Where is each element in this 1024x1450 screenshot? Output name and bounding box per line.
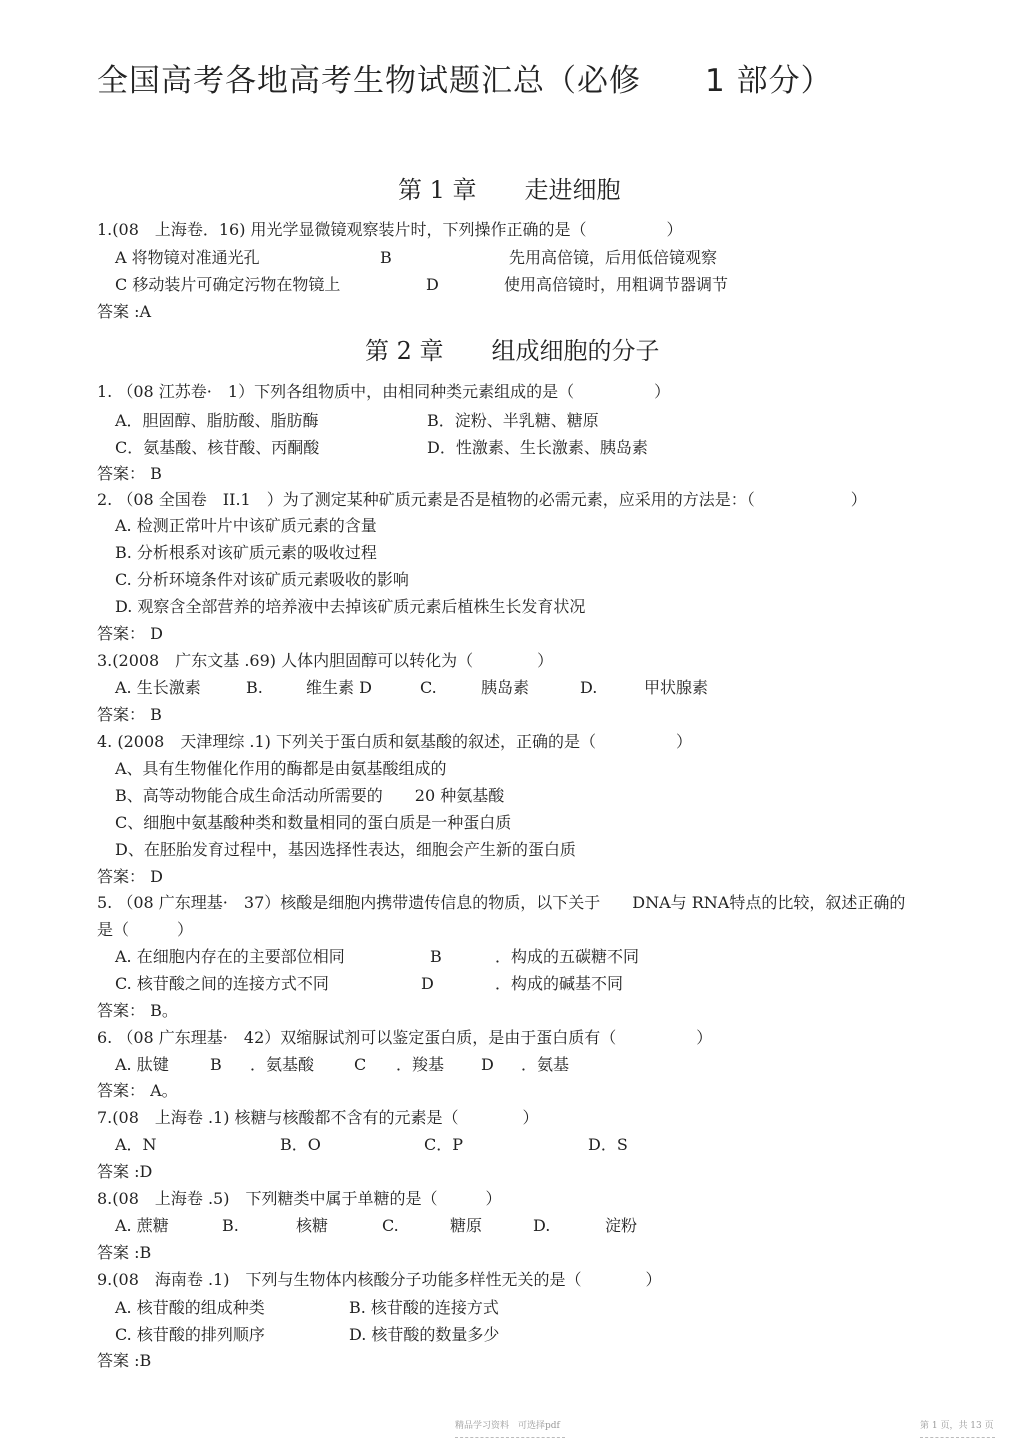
answer: 答案： D <box>97 624 163 643</box>
question-stem: 7.(08 上海卷 .1) 核糖与核酸都不含有的元素是（ ） <box>97 1108 539 1127</box>
question-stem: 8.(08 上海卷 .5) 下列糖类中属于单糖的是（ ） <box>97 1189 502 1208</box>
option-d-letter: D <box>421 974 434 993</box>
question-stem: 1.(08 上海卷．16) 用光学显微镜观察装片时，下列操作正确的是（ ） <box>97 220 683 239</box>
option-d: 甲状腺素 <box>644 678 709 697</box>
option-b-letter: B. <box>222 1216 239 1235</box>
option-c: C. 分析环境条件对该矿质元素吸收的影响 <box>115 570 409 589</box>
option-c: ．羧基 <box>396 1055 445 1074</box>
option-a: A．N <box>115 1135 157 1154</box>
question-stem: 3.(2008 广东文基 .69) 人体内胆固醇可以转化为（ ） <box>97 651 554 670</box>
footer-left-divider <box>455 1437 565 1438</box>
option-c: 胰岛素 <box>481 678 530 697</box>
option-d: ．构成的碱基不同 <box>495 974 624 993</box>
option-a: A. 肽键 <box>115 1055 169 1074</box>
option-d: ．氨基 <box>521 1055 570 1074</box>
question-stem: 9.(08 海南卷 .1) 下列与生物体内核酸分子功能多样性无关的是（ ） <box>97 1270 662 1289</box>
question-stem: 5. （08 广东理基· 37）核酸是细胞内携带遗传信息的物质，以下关于 DNA与 RNA特点的比较，叙述正确的 <box>97 893 906 912</box>
option-b-letter: B <box>430 947 442 966</box>
answer: 答案： A。 <box>97 1081 178 1100</box>
question-stem: 4. (2008 天津理综 .1) 下列关于蛋白质和氨基酸的叙述，正确的是（ ） <box>97 732 692 751</box>
option-d-letter: D <box>481 1055 494 1074</box>
answer: 答案 :B <box>97 1351 152 1370</box>
option-c: C. 核苷酸之间的连接方式不同 <box>115 974 329 993</box>
option-b-letter: B. <box>246 678 263 697</box>
option-c: C 移动装片可确定污物在物镜上 <box>115 275 341 294</box>
question-stem: 6. （08 广东理基· 42）双缩脲试剂可以鉴定蛋白质，是由于蛋白质有（ ） <box>97 1028 713 1047</box>
page-title: 全国高考各地高考生物试题汇总（必修 1 部分） <box>97 63 833 99</box>
footer-left-text: 精品学习资料 可选择pdf <box>455 1421 560 1431</box>
question-stem-continued: 是（ ） <box>97 920 194 939</box>
option-a: A. 生长激素 <box>115 678 201 697</box>
answer: 答案 :B <box>97 1243 152 1262</box>
option-d-letter: D <box>426 275 439 294</box>
option-d-letter: D. <box>580 678 598 697</box>
option-c-letter: C. <box>420 678 437 697</box>
option-c-letter: C <box>354 1055 367 1074</box>
option-b-letter: B <box>210 1055 222 1074</box>
option-b: B．淀粉、半乳糖、糖原 <box>427 411 599 430</box>
chapter-1-heading: 第 1 章 走进细胞 <box>398 176 621 204</box>
option-d: 使用高倍镜时，用粗调节器调节 <box>504 275 729 294</box>
option-d: D. 核苷酸的数量多少 <box>349 1325 500 1344</box>
chapter-2-heading: 第 2 章 组成细胞的分子 <box>365 337 660 365</box>
option-d: D．性激素、生长激素、胰岛素 <box>427 438 648 457</box>
option-a: A. 蔗糖 <box>115 1216 169 1235</box>
option-b: B、高等动物能合成生命活动所需要的 20 种氨基酸 <box>115 786 505 805</box>
option-b: B. 分析根系对该矿质元素的吸收过程 <box>115 543 377 562</box>
option-c: 糖原 <box>450 1216 483 1235</box>
option-a: A、具有生物催化作用的酶都是由氨基酸组成的 <box>115 759 447 778</box>
option-a: A．胆固醇、脂肪酸、脂肪酶 <box>115 411 319 430</box>
answer: 答案： B。 <box>97 1001 178 1020</box>
option-a: A. 在细胞内存在的主要部位相同 <box>115 947 345 966</box>
option-d-letter: D. <box>533 1216 551 1235</box>
option-c: C．P <box>424 1135 464 1154</box>
question-stem: 1. （08 江苏卷· 1）下列各组物质中，由相同种类元素组成的是（ ） <box>97 382 671 401</box>
option-c: C. 核苷酸的排列顺序 <box>115 1325 265 1344</box>
option-c: C、细胞中氨基酸种类和数量相同的蛋白质是一种蛋白质 <box>115 813 512 832</box>
answer: 答案： D <box>97 867 163 886</box>
answer: 答案 :A <box>97 302 152 321</box>
page-number: 第 1 页，共 13 页 <box>920 1421 994 1431</box>
footer-right-divider <box>920 1437 995 1438</box>
question-stem: 2. （08 全国卷 II.1 ）为了测定某种矿质元素是否是植物的必需元素，应采用的方法是：（ ） <box>97 490 867 509</box>
option-b: 核糖 <box>296 1216 329 1235</box>
option-c-letter: C. <box>382 1216 399 1235</box>
option-d: D．S <box>588 1135 628 1154</box>
option-b: B．O <box>280 1135 321 1154</box>
option-b: ．氨基酸 <box>250 1055 315 1074</box>
answer: 答案： B <box>97 464 162 483</box>
option-b: ．构成的五碳糖不同 <box>495 947 640 966</box>
option-d: 淀粉 <box>605 1216 638 1235</box>
option-a: A. 检测正常叶片中该矿质元素的含量 <box>115 516 377 535</box>
option-d: D、在胚胎发育过程中，基因选择性表达，细胞会产生新的蛋白质 <box>115 840 576 859</box>
option-b: B. 核苷酸的连接方式 <box>349 1298 499 1317</box>
option-c: C．氨基酸、核苷酸、丙酮酸 <box>115 438 320 457</box>
option-b: 维生素 D <box>306 678 372 697</box>
answer: 答案： B <box>97 705 162 724</box>
option-b: 先用高倍镜，后用低倍镜观察 <box>509 248 718 267</box>
option-b-letter: B <box>380 248 392 267</box>
option-a: A. 核苷酸的组成种类 <box>115 1298 265 1317</box>
option-d: D. 观察含全部营养的培养液中去掉该矿质元素后植株生长发育状况 <box>115 597 586 616</box>
answer: 答案 :D <box>97 1162 153 1181</box>
option-a: A 将物镜对准通光孔 <box>115 248 260 267</box>
